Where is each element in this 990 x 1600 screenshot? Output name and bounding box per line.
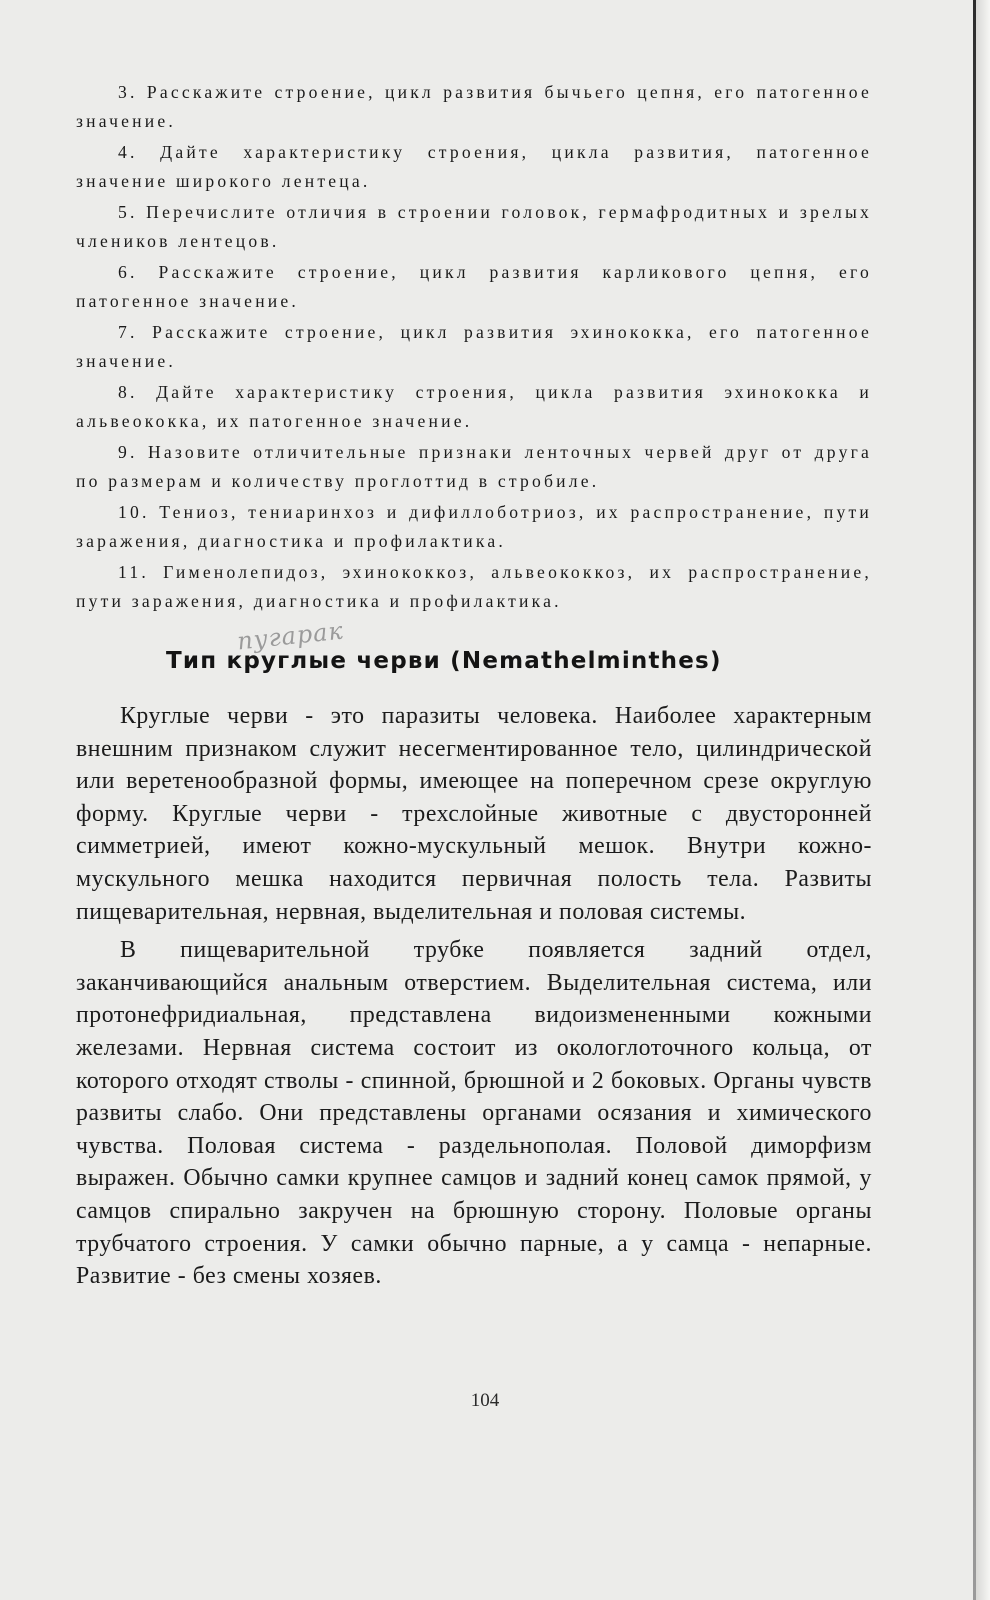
question-item: 6. Расскажите строение, цикл развития карликового цепня, его патогенное значение. [76,262,872,311]
review-questions-list [76,78,872,618]
question-item: 3. Расскажите строение, цикл развития бычьего цепня, его патогенное значение. [76,82,872,131]
page-number: 104 [470,1390,500,1411]
question-item: 9. Назовите отличительные признаки ленточных червей друг от друга по размерам и количеству проглоттид в стробиле. [76,442,872,491]
paragraph: Круглые черви - это паразиты человека. Наиболее характерным внешним признаком служит несегментированное тело, цилиндрической или веретенообразной формы, имеющее на поперечном срезе округлую форму. Круглые черви - трехслойные животные с двусторонней симметрией, имеют кожно-мускульный мешок. Внутри кожно-мускульного мешка находится первичная полость тела. Развиты пищеварительная, нервная, выделительная и половая системы. [76,703,872,925]
question-item: 8. Дайте характеристику строения, цикла развития эхинококка и альвеококка, их патогенное значение. [76,382,872,431]
question-item: 7. Расскажите строение, цикл развития эхинококка, его патогенное значение. [76,322,872,371]
handwritten-note: пугарак [235,616,345,656]
question-item: 4. Дайте характеристику строения, цикла развития, патогенное значение широкого лентеца. [76,142,872,191]
question-item: 11. Гименолепидоз, эхинококкоз, альвеококкоз, их распространение, пути заражения, диагностика и профилактика. [76,562,872,611]
question-item: 10. Тениоз, тениаринхоз и дифиллоботриоз, их распространение, пути заражения, диагностика и профилактика. [76,502,872,551]
section-heading: Тип круглые черви (Nemathelminthes) [166,648,722,674]
page-edge-shadow [976,0,990,1600]
paragraph: В пищеварительной трубке появляется задний отдел, заканчивающийся анальным отверстием. Выделительная система, или протонефридиальная, представлена видоизмененными кожными железами. Нервная система состоит из окологлоточного кольца, от которого отходят стволы - спинной, брюшной и 2 боковых. Органы чувств развиты слабо. Они представлены органами осязания и химического чувства. Половая система - раздельнополая. Половой диморфизм выражен. Обычно самки крупнее самцов и задний конец самок прямой, у самцов спирально закручен на брюшную сторону. Половые органы трубчатого строения. У самки обычно парные, а у самца - непарные. Развитие - без смены хозяев. [76,937,872,1290]
body-text [76,700,872,1299]
question-item: 5. Перечислите отличия в строении головок, гермафродитных и зрелых члеников лентецов. [76,202,872,251]
